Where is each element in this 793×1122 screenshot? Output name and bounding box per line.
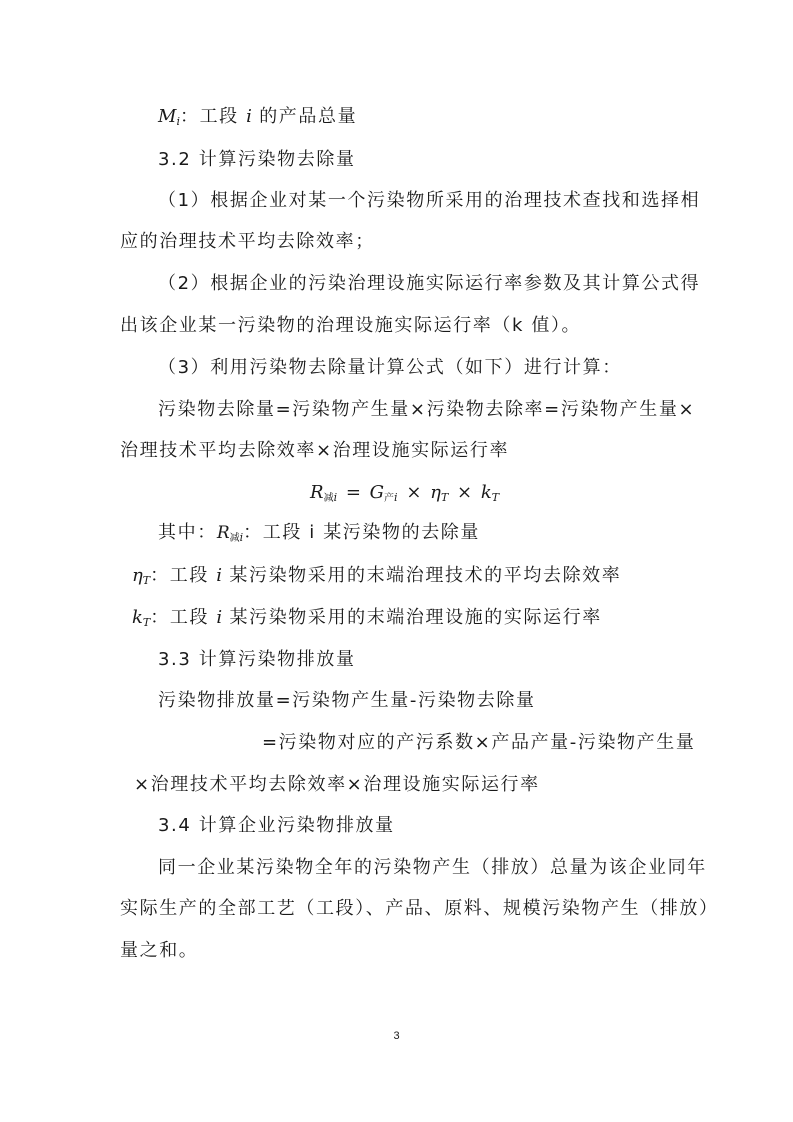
emission-formula-line-1: 污染物排放量=污染物产生量-污染物去除量 bbox=[158, 690, 536, 711]
paragraph-2-line-2: 出该企业某一污染物的治理设施实际运行率（k 值）。 bbox=[120, 315, 582, 336]
eta-definition: $\eta_T$：工段 i 某污染物采用的末端治理技术的平均去除效率 bbox=[132, 565, 622, 587]
paragraph-4-line-2: 实际生产的全部工艺（工段）、产品、原料、规模污染物产生（排放） bbox=[120, 898, 719, 919]
emission-formula-line-3: ×治理技术平均去除效率×治理设施实际运行率 bbox=[134, 774, 540, 795]
removal-equation: $R_{减i} = G_{产i} \times \eta_T \times k_T$ bbox=[310, 482, 500, 504]
paragraph-1-line-1: （1）根据企业对某一个污染物所采用的治理技术查找和选择相 bbox=[158, 190, 701, 211]
paragraph-1-line-2: 应的治理技术平均去除效率； bbox=[120, 231, 375, 252]
section-heading-3-2: 3.2 计算污染物去除量 bbox=[158, 149, 356, 170]
paragraph-2-line-1: （2）根据企业的污染治理设施实际运行率参数及其计算公式得 bbox=[158, 273, 701, 294]
section-heading-3-4: 3.4 计算企业污染物排放量 bbox=[158, 815, 395, 836]
k-definition: $k_T$：工段 i 某污染物采用的末端治理设施的实际运行率 bbox=[132, 607, 602, 629]
formula-text-line-1: 污染物去除量=污染物产生量×污染物去除率=污染物产生量× bbox=[158, 399, 696, 420]
definition-m-i: $M_i$：工段 i 的产品总量 bbox=[158, 106, 358, 128]
paragraph-4-line-3: 量之和。 bbox=[120, 940, 199, 961]
emission-formula-line-2: =污染物对应的产污系数×产品产量-污染物产生量 bbox=[262, 732, 696, 753]
paragraph-3: （3）利用污染物去除量计算公式（如下）进行计算： bbox=[158, 357, 622, 378]
where-r-definition: 其中：$R_{减i}$：工段 i 某污染物的去除量 bbox=[158, 522, 480, 544]
symbol-m: $M_i$ bbox=[158, 106, 180, 128]
paragraph-4-line-1: 同一企业某污染物全年的污染物产生（排放）总量为该企业同年 bbox=[158, 857, 707, 878]
section-heading-3-3: 3.3 计算污染物排放量 bbox=[158, 649, 356, 670]
formula-text-line-2: 治理技术平均去除效率×治理设施实际运行率 bbox=[120, 440, 510, 461]
page-number: 3 bbox=[393, 1030, 400, 1042]
